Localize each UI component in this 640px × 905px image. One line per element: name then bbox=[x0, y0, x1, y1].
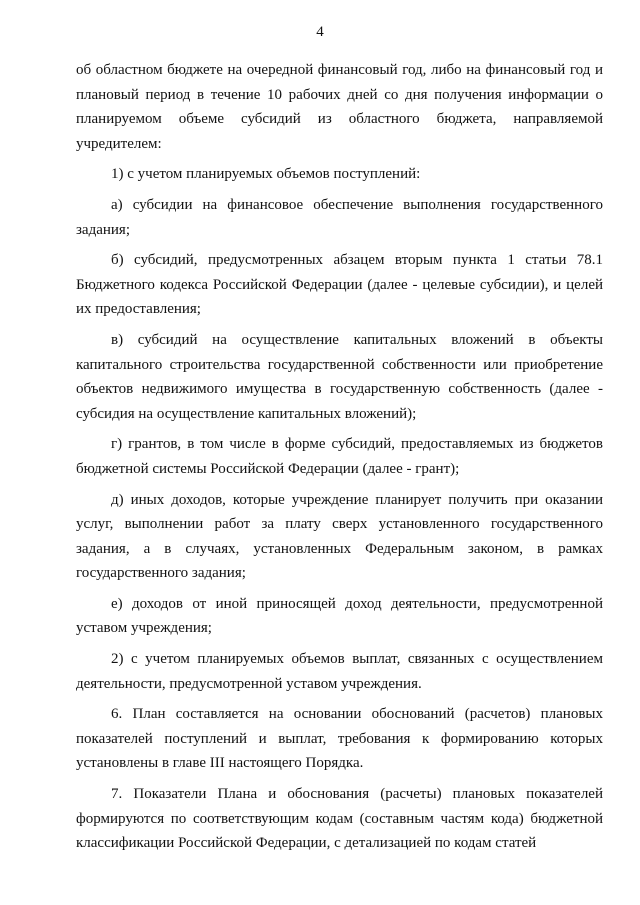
document-body bbox=[76, 58, 603, 862]
paragraph-item-g: г) грантов, в том числе в форме субсидий, предоставляемых из бюджетов бюджетной системы Российской Федерации (далее - грант); bbox=[76, 436, 603, 477]
paragraph-item-d: д) иных доходов, которые учреждение планирует получить при оказании услуг, выполнении работ за плату сверх установленного государственного задания, а в случаях, установленных Федеральным законом, в рамках государственного задания; bbox=[76, 491, 603, 582]
paragraph-item-2: 2) с учетом планируемых объемов выплат, связанных с осуществлением деятельности, предусмотренной уставом учреждения. bbox=[76, 651, 603, 692]
paragraph-continuation: об областном бюджете на очередной финансовый год, либо на финансовый год и плановый период в течение 10 рабочих дней со дня получения информации о планируемом объеме субсидий из областного бюджета, направляемой учредителем: bbox=[76, 62, 603, 152]
paragraph-item-a: а) субсидии на финансовое обеспечение выполнения государственного задания; bbox=[76, 196, 603, 238]
page-number: 4 bbox=[316, 24, 324, 40]
paragraph-item-b: б) субсидий, предусмотренных абзацем вторым пункта 1 статьи 78.1 Бюджетного кодекса Российской Федерации (далее - целевые субсидии), и целей их предоставления; bbox=[76, 252, 603, 318]
paragraph-section-7: 7. Показатели Плана и обоснования (расчеты) плановых показателей формируются по соответствующим кодам (составным частям кода) бюджетной классификации Российской Федерации, с детализацией по кодам статей bbox=[76, 786, 603, 852]
paragraph-item-e: е) доходов от иной приносящей доход деятельности, предусмотренной уставом учреждения; bbox=[76, 595, 603, 637]
paragraph-item-v: в) субсидий на осуществление капитальных вложений в объекты капитального строительства государственной собственности или приобретение объектов недвижимого имущества в государственную собственность (далее - субсидия на осуществление капитальных вложений); bbox=[76, 331, 603, 422]
paragraph-section-6: 6. План составляется на основании обоснований (расчетов) плановых показателей поступлений и выплат, требования к формированию которых установлены в главе III настоящего Порядка. bbox=[76, 706, 603, 772]
paragraph-item-1: 1) с учетом планируемых объемов поступлений: bbox=[111, 166, 421, 183]
